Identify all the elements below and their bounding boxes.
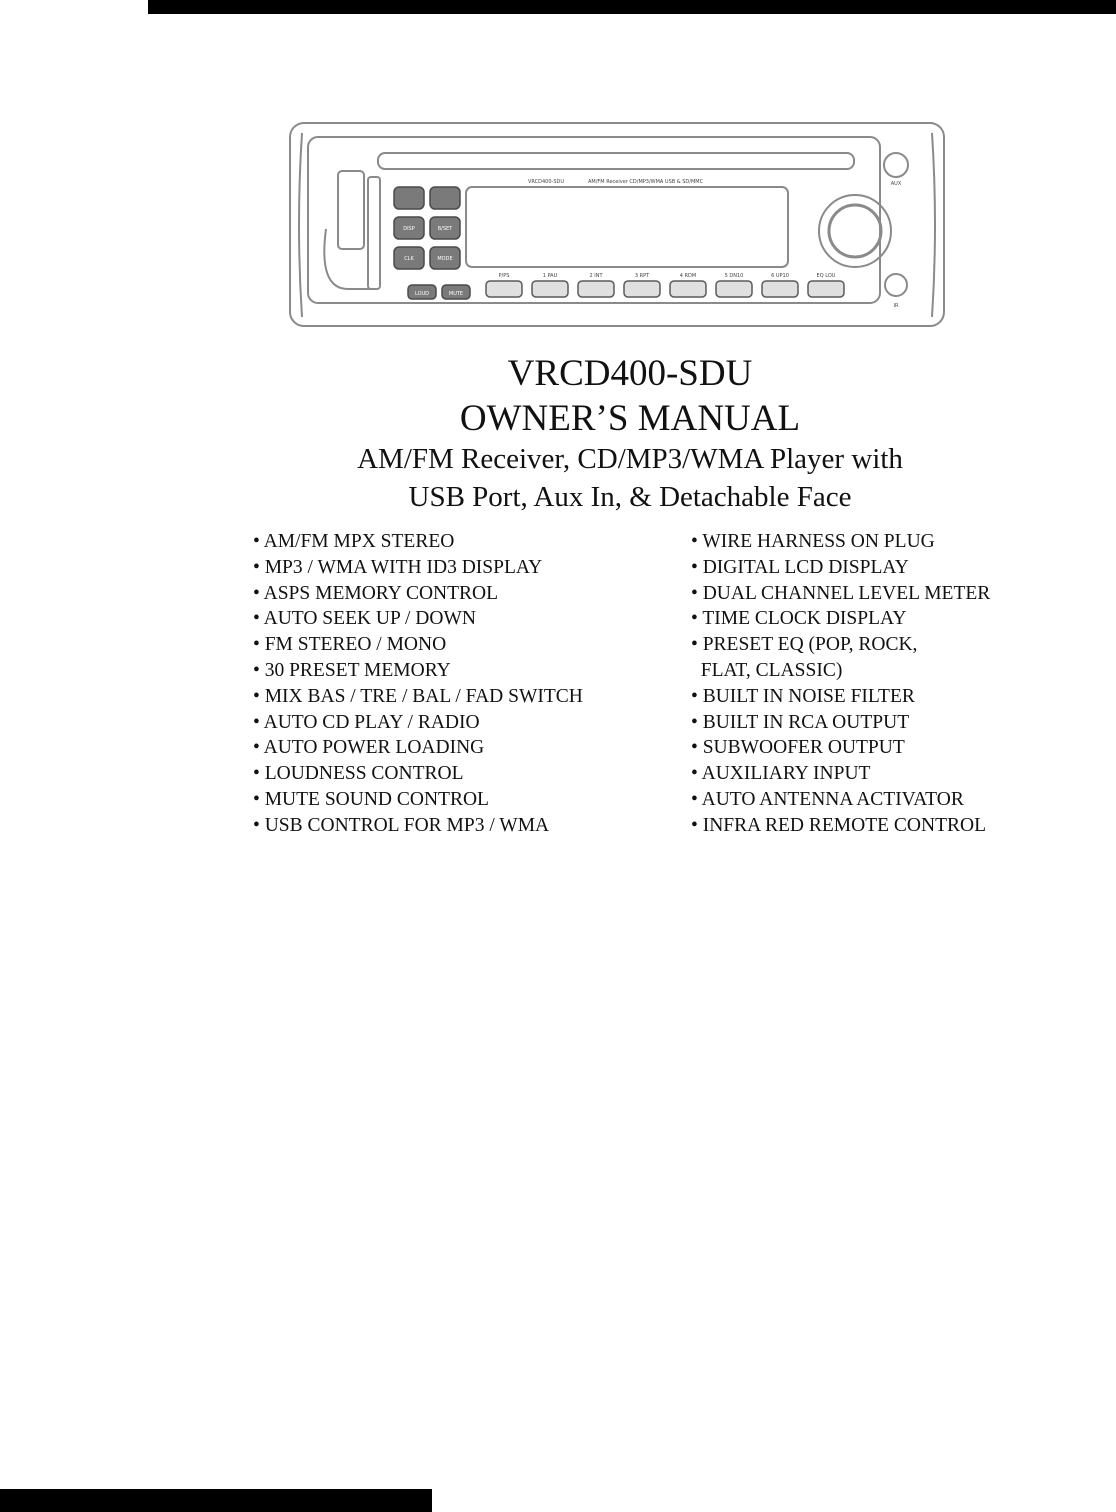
display-model-label: VRCD400-SDU (528, 179, 565, 185)
feature-item: • TIME CLOCK DISPLAY (691, 608, 907, 630)
manual-title: OWNER’S MANUAL (459, 398, 801, 439)
mute-label: MUTE (448, 291, 464, 297)
feature-item: • AUTO ANTENNA ACTIVATOR (691, 788, 964, 810)
feature-item: • BUILT IN NOISE FILTER (691, 685, 915, 707)
mode-label: MODE (437, 256, 453, 262)
bset-label: B/SET (437, 226, 453, 232)
feature-item: • FM STEREO / MONO (253, 634, 447, 656)
eject-button (430, 187, 460, 209)
feature-item: • AUXILIARY INPUT (691, 763, 871, 785)
preset-button-5 (670, 281, 706, 297)
feature-item: • AUTO SEEK UP / DOWN (253, 608, 476, 630)
aux-jack (884, 153, 908, 177)
feature-item: • AUTO CD PLAY / RADIO (253, 711, 480, 733)
feature-item: • MUTE SOUND CONTROL (253, 788, 489, 810)
feature-item: • DUAL CHANNEL LEVEL METER (691, 582, 991, 604)
loud-label: LOUD (414, 291, 430, 297)
preset-label-3: 2 INT (589, 273, 603, 279)
feature-item: • PRESET EQ (POP, ROCK, (691, 634, 918, 656)
preset-button-3 (578, 281, 614, 297)
preset-button-4 (624, 281, 660, 297)
sd-card-slot (338, 171, 364, 249)
aux-label: AUX (890, 181, 902, 187)
preset-label-7: 6 UP10 (771, 273, 789, 279)
preset-button-6 (716, 281, 752, 297)
feature-item: • BUILT IN RCA OUTPUT (691, 711, 910, 733)
feature-item: • 30 PRESET MEMORY (253, 659, 451, 681)
model-number: VRCD400-SDU (507, 353, 753, 394)
preset-button-8 (808, 281, 844, 297)
preset-button-7 (762, 281, 798, 297)
top-decorative-bar (148, 0, 1116, 14)
car-stereo-illustration (288, 121, 946, 328)
subtitle-line-2: USB Port, Aux In, & Detachable Face (408, 481, 852, 513)
ir-sensor (885, 274, 907, 296)
feature-item: • INFRA RED REMOTE CONTROL (691, 814, 987, 836)
feature-item: • MIX BAS / TRE / BAL / FAD SWITCH (253, 685, 583, 707)
ir-label: IR (893, 303, 899, 309)
preset-label-2: 1 PAU (542, 273, 558, 279)
feature-item: FLAT, CLASSIC) (691, 659, 843, 681)
preset-label-6: 5 DN10 (724, 273, 744, 279)
power-button (394, 187, 424, 209)
feature-item: • LOUDNESS CONTROL (253, 763, 464, 785)
feature-item: • DIGITAL LCD DISPLAY (691, 556, 909, 578)
cd-slot (378, 153, 854, 169)
feature-item: • SUBWOOFER OUTPUT (691, 737, 905, 759)
preset-button-1 (486, 281, 522, 297)
preset-button-2 (532, 281, 568, 297)
lcd-display (466, 187, 788, 267)
disp-label: DISP (403, 226, 415, 232)
volume-knob-inner (829, 205, 881, 257)
subtitle-line-1: AM/FM Receiver, CD/MP3/WMA Player with (357, 443, 903, 475)
side-panel (368, 177, 380, 289)
feature-item: • USB CONTROL FOR MP3 / WMA (253, 814, 550, 836)
preset-label-8: EQ LOU (816, 273, 836, 279)
feature-item: • WIRE HARNESS ON PLUG (691, 531, 935, 552)
frame-curve-right (932, 133, 935, 317)
feature-item: • AM/FM MPX STEREO (253, 531, 455, 552)
feature-item: • AUTO POWER LOADING (253, 737, 485, 759)
preset-label-4: 3 RPT (634, 273, 650, 279)
bottom-decorative-bar (0, 1489, 432, 1512)
display-desc-label: AM/FM Receiver CD/MP3/WMA USB & SD/MMC (588, 179, 704, 185)
feature-item: • MP3 / WMA WITH ID3 DISPLAY (253, 556, 543, 578)
feature-item: • ASPS MEMORY CONTROL (253, 582, 499, 604)
clk-label: CLK (404, 256, 414, 262)
preset-label-1: P/PS (498, 273, 510, 279)
features-list-right (691, 529, 990, 839)
features-list-left (253, 529, 583, 839)
frame-curve-left (299, 133, 302, 317)
preset-label-5: 4 RDM (679, 273, 697, 279)
